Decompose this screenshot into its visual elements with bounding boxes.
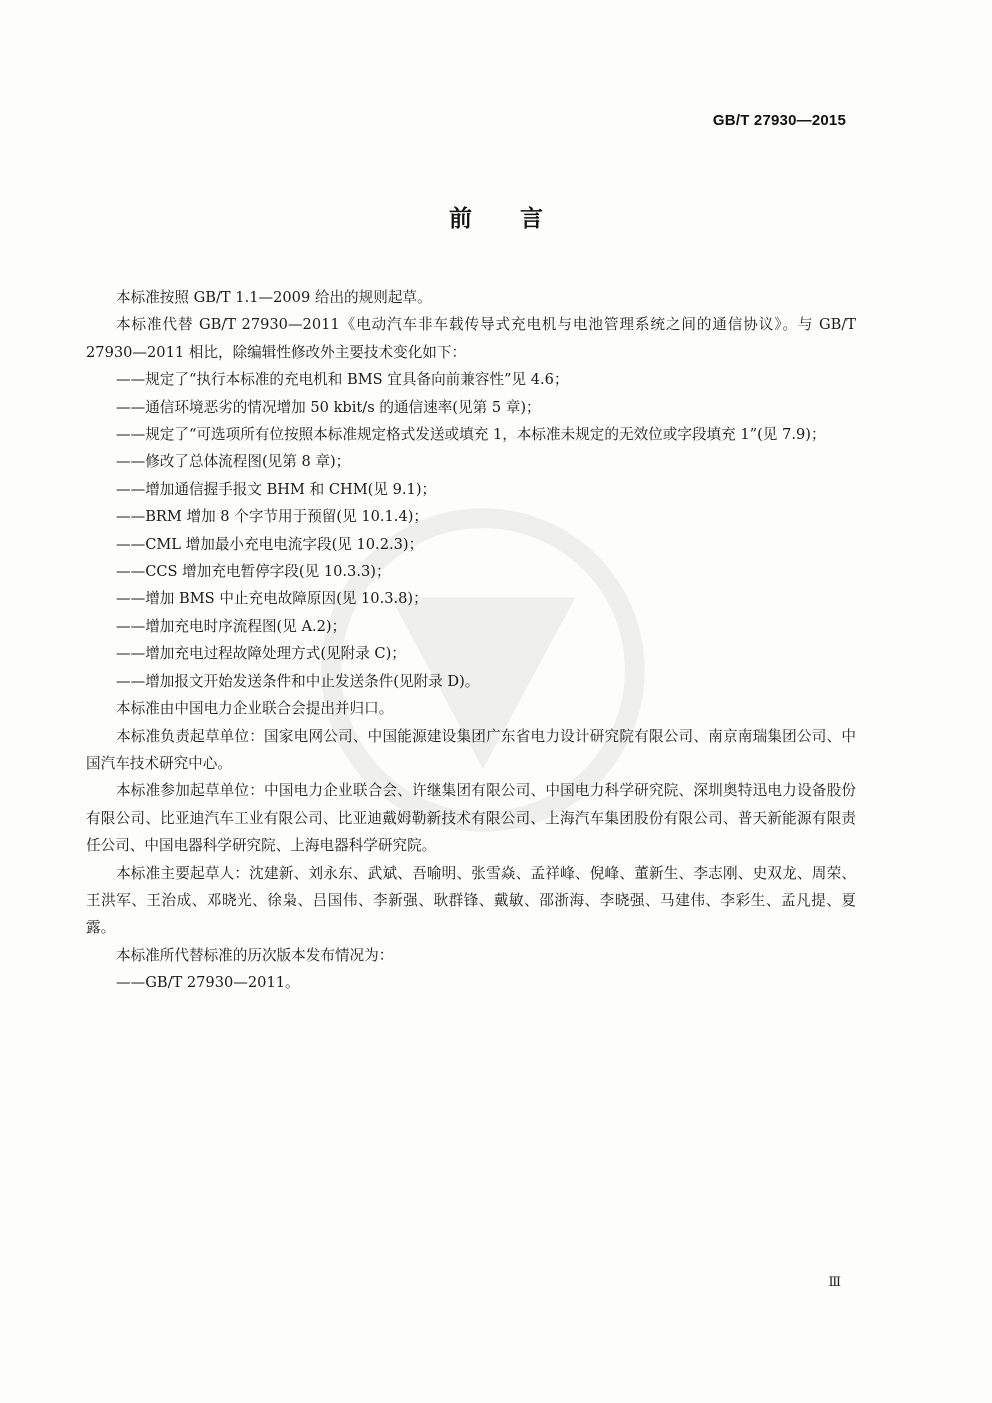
body-paragraph: 本标准由中国电力企业联合会提出并归口。 — [116, 700, 394, 718]
change-list-item: ——CCS 增加充电暂停字段(见 10.3.3)； — [116, 563, 391, 581]
change-list-item: ——GB/T 27930—2011。 — [116, 974, 300, 992]
body-paragraph: 本标准按照 GB/T 1.1—2009 给出的规则起草。 — [116, 289, 432, 306]
change-list-item: ——增加 BMS 中止充电故障原因(见 10.3.8)； — [116, 590, 428, 608]
change-list-item: ——增加报文开始发送条件和中止发送条件(见附录 D)。 — [116, 672, 480, 690]
body-paragraph: 本标准负责起草单位：国家电网公司、中国能源建设集团广东省电力设计研究院有限公司、南京南瑞集团公司、中国汽车技术研究中心。 — [86, 727, 856, 772]
body-paragraph: 本标准主要起草人：沈建新、刘永东、武斌、吾喻明、张雪焱、孟祥峰、倪峰、董新生、李志刚、史双龙、周荣、王洪军、王治成、邓晓光、徐枭、吕国伟、李新强、耿群锋、戴敏、邵浙海、李晓强、马建伟、李彩生、孟凡提、夏露。 — [86, 864, 856, 937]
change-list-item: ——CML 增加最小充电电流字段(见 10.2.3)； — [116, 535, 424, 553]
body-paragraph: 本标准代替 GB/T 27930—2011《电动汽车非车载传导式充电机与电池管理系统之间的通信协议》。与 GB/T 27930—2011 相比，除编辑性修改外主要技术变化如下： — [86, 316, 856, 361]
change-list-item: ——规定了“执行本标准的充电机和 BMS 宜具备向前兼容性”见 4.6； — [116, 371, 569, 389]
standard-code: GB/T 27930—2015 — [712, 112, 846, 129]
change-list-item: ——规定了“可选项所有位按照本标准规定格式发送或填充 1，本标准未规定的无效位或字段填充 1”(见 7.9)； — [116, 426, 826, 444]
change-list-item: ——修改了总体流程图(见第 8 章)； — [116, 453, 351, 471]
change-list-item: ——增加通信握手报文 BHM 和 CHM(见 9.1)； — [116, 480, 437, 498]
change-list-item: ——增加充电过程故障处理方式(见附录 C)； — [116, 645, 406, 663]
change-list-item: ——BRM 增加 8 个字节用于预留(见 10.1.4)； — [116, 508, 429, 526]
body-paragraph: 本标准所代替标准的历次版本发布情况为： — [116, 946, 394, 964]
body-paragraph: 本标准参加起草单位：中国电力企业联合会、许继集团有限公司、中国电力科学研究院、深圳奥特迅电力设备股份有限公司、比亚迪汽车工业有限公司、比亚迪戴姆勒新技术有限公司、上海汽车集团股份有限公司、普天新能源有限责任公司、中国电器科学研究院、上海电器科学研究院。 — [86, 782, 856, 855]
foreword-body — [86, 284, 856, 997]
page-title: 前言 — [449, 206, 591, 232]
change-list-item: ——增加充电时序流程图(见 A.2)； — [116, 617, 347, 635]
page-number: Ⅲ — [828, 1275, 840, 1290]
change-list-item: ——通信环境恶劣的情况增加 50 kbit/s 的通信速率(见第 5 章)； — [116, 398, 541, 416]
